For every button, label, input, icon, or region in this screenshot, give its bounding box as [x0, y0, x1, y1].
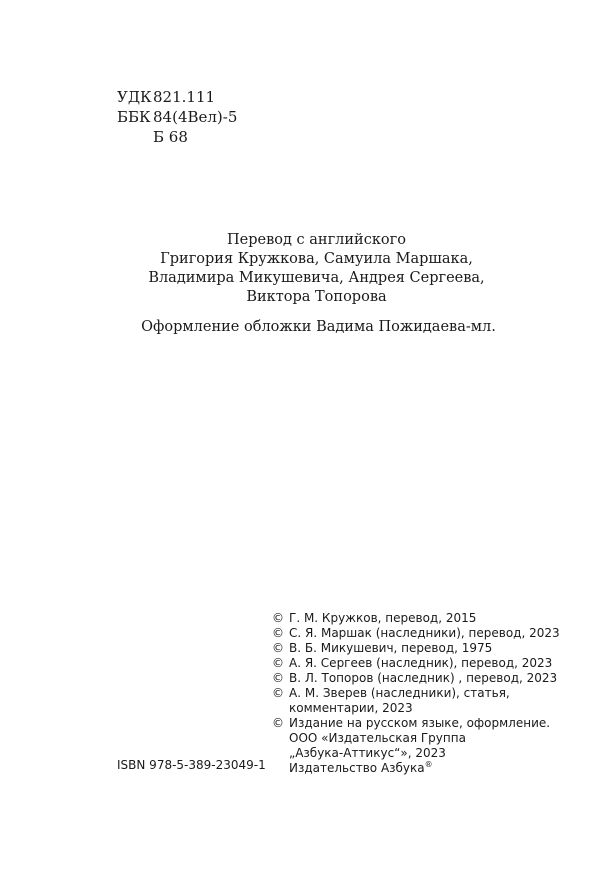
copyright-sign: ©: [272, 611, 284, 625]
copyright-item: [272, 626, 572, 641]
publisher-name: Издательство Азбука: [289, 761, 425, 775]
classification-block: [117, 87, 237, 147]
translation-credits: [0, 231, 601, 307]
copyright-line: Г. М. Кружков, перевод, 2015: [289, 611, 477, 625]
copyright-sign: ©: [272, 686, 284, 700]
author-mark-row: [117, 127, 237, 147]
bbk-label: ББК: [117, 108, 151, 126]
translation-line: Перевод с английского: [227, 232, 406, 248]
udk-value: 821.111: [153, 88, 216, 106]
copyright-sign: ©: [272, 716, 284, 730]
translation-line: Виктора Топорова: [246, 289, 387, 305]
copyright-line: А. Я. Сергеев (наследник), перевод, 2023: [289, 656, 553, 670]
copyright-line: „Азбука-Аттикус“», 2023: [289, 746, 446, 760]
udk-label: УДК: [117, 88, 152, 106]
isbn-number: ISBN 978-5-389-23049-1: [117, 758, 266, 772]
copyright-item: [272, 611, 572, 626]
copyright-item: [272, 671, 572, 686]
copyright-sign: ©: [272, 671, 284, 685]
copyright-list: [272, 611, 572, 776]
author-mark: Б 68: [153, 128, 188, 146]
copyright-sign: ©: [272, 656, 284, 670]
registered-trademark-icon: ®: [424, 760, 433, 769]
copyright-sign: ©: [272, 641, 284, 655]
cover-design-text: Оформление обложки Вадима Пожидаева-мл.: [141, 319, 496, 335]
copyright-line: С. Я. Маршак (наследники), перевод, 2023: [289, 626, 560, 640]
cover-design-credit: [0, 318, 601, 337]
copyright-line: А. М. Зверев (наследники), статья,: [289, 686, 510, 700]
copyright-item: [272, 716, 572, 776]
translation-line: Григория Кружкова, Самуила Маршака,: [160, 251, 473, 267]
udk-row: [117, 87, 237, 107]
translation-line: Владимира Микушевича, Андрея Сергеева,: [148, 270, 485, 286]
copyright-line: В. Л. Топоров (наследник) , перевод, 2023: [289, 671, 558, 685]
copyright-line: Издание на русском языке, оформление.: [289, 716, 551, 730]
bbk-value: 84(4Вел)-5: [153, 108, 238, 126]
copyright-line: комментарии, 2023: [289, 701, 413, 715]
copyright-item: [272, 656, 572, 671]
publisher-line: [289, 761, 550, 776]
copyright-line: ООО «Издательская Группа: [289, 731, 466, 745]
copyright-sign: ©: [272, 626, 284, 640]
copyright-item: [272, 686, 572, 716]
copyright-line: В. Б. Микушевич, перевод, 1975: [289, 641, 493, 655]
bbk-row: [117, 107, 237, 127]
copyright-item: [272, 641, 572, 656]
